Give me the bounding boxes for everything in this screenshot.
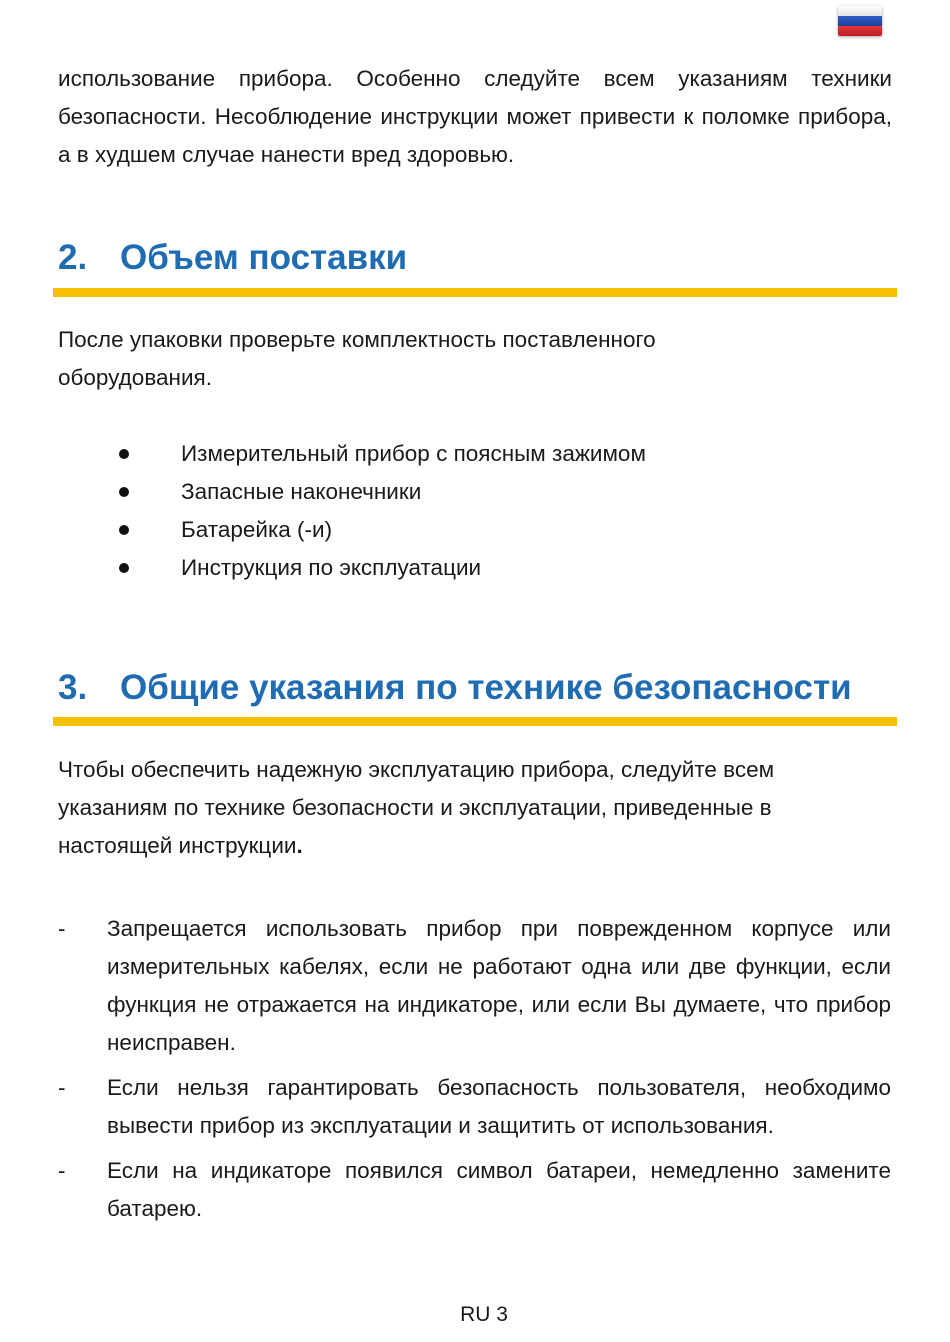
bullet-icon	[119, 525, 129, 535]
dash-marker: -	[58, 1075, 66, 1100]
intro-paragraph: использование прибора. Особенно следуйте всем указаниям техники безопасности. Несоблюдение инструкции может привести к поломке прибора, а в худшем случае нанести вред здоровью.	[58, 66, 892, 167]
section-3-divider	[53, 717, 897, 726]
section-2-number: 2.	[58, 238, 88, 277]
list-item: - Запрещается использовать прибор при поврежденном корпусе или измерительных кабелях, если не работают одна или две функции, если функция не отражается на индикаторе, или если Вы думаете, что прибор неисправен.	[0, 910, 950, 1062]
section-3-paragraph: Чтобы обеспечить надежную эксплуатацию прибора, следуйте всем указаниям по технике безопасности и эксплуатации, приведенные в настоящей инструкции.	[58, 757, 775, 858]
bullet-icon	[119, 487, 129, 497]
page-number: RU 3	[460, 1303, 508, 1326]
dash-marker: -	[58, 916, 66, 941]
section-2-paragraph: После упаковки проверьте комплектность поставленного оборудования.	[58, 327, 656, 390]
dash-marker: -	[58, 1158, 66, 1183]
section-3-title: Общие указания по технике безопасности	[120, 668, 852, 707]
section-2-divider	[53, 288, 897, 297]
russia-flag-icon	[838, 6, 882, 36]
list-item: - Если на индикаторе появился символ батареи, немедленно замените батарею.	[0, 1152, 950, 1228]
list-item: - Если нельзя гарантировать безопасность пользователя, необходимо вывести прибор из эксплуатации и защитить от использования.	[0, 1069, 950, 1145]
safety-instructions-list	[0, 910, 950, 1235]
section-2-heading	[58, 236, 898, 280]
bullet-icon	[119, 563, 129, 573]
section-3-number: 3.	[58, 668, 88, 707]
bullet-icon	[119, 449, 129, 459]
section-3-heading	[58, 666, 898, 710]
section-2-title: Объем поставки	[120, 238, 408, 277]
